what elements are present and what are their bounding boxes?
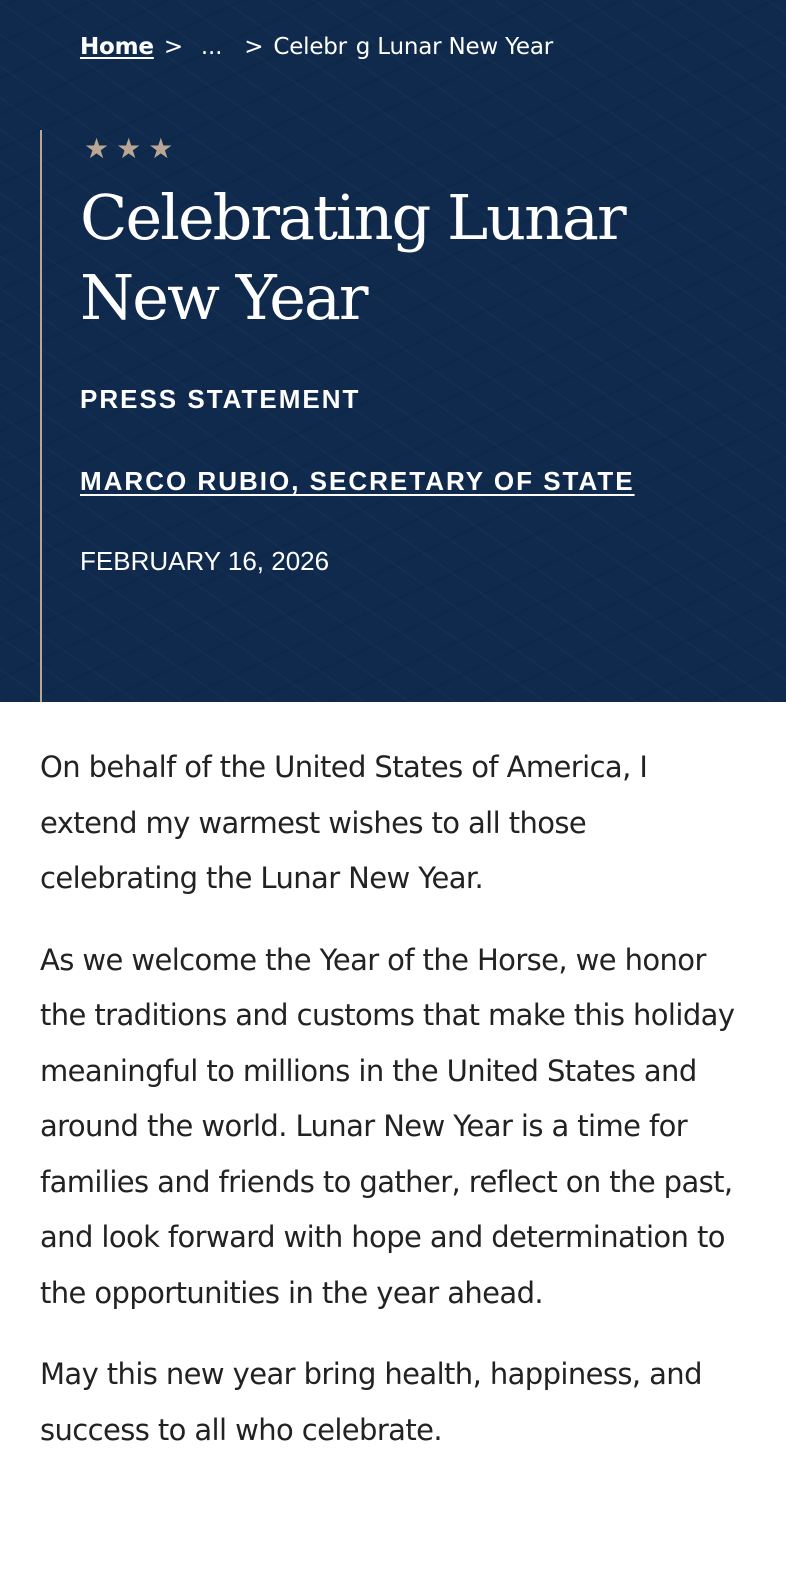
breadcrumb-separator: > xyxy=(163,34,183,60)
statement-type-label: PRESS STATEMENT xyxy=(80,384,361,414)
breadcrumb-separator: > xyxy=(244,34,264,60)
breadcrumb-ellipsis[interactable]: ... xyxy=(200,34,223,60)
breadcrumb-home-link[interactable]: Home xyxy=(80,34,154,60)
body-paragraph: As we welcome the Year of the Horse, we honor the traditions and customs that make this holiday meaningful to millions in the United States and around the world. Lunar New Year is a time for families and friends to gather, reflect on the past, and look forward with hope and determination to the opportunities in the year ahead. xyxy=(40,942,735,1310)
body-paragraph: On behalf of the United States of America, I extend my warmest wishes to all those celebrating the Lunar New Year. xyxy=(40,750,648,895)
body-paragraph: May this new year bring health, happiness, and success to all who celebrate. xyxy=(40,1357,702,1447)
breadcrumb xyxy=(80,34,553,60)
hero-banner xyxy=(0,0,786,702)
publish-date: FEBRUARY 16, 2026 xyxy=(80,546,330,576)
accent-rule xyxy=(40,130,42,702)
stars-icon: ★★★ xyxy=(84,132,181,165)
statement-body xyxy=(40,740,746,1484)
author-link[interactable]: MARCO RUBIO, SECRETARY OF STATE xyxy=(80,466,635,496)
breadcrumb-current: Celebr g Lunar New Year xyxy=(273,34,554,60)
page-title: Celebrating Lunar New Year xyxy=(80,181,625,334)
